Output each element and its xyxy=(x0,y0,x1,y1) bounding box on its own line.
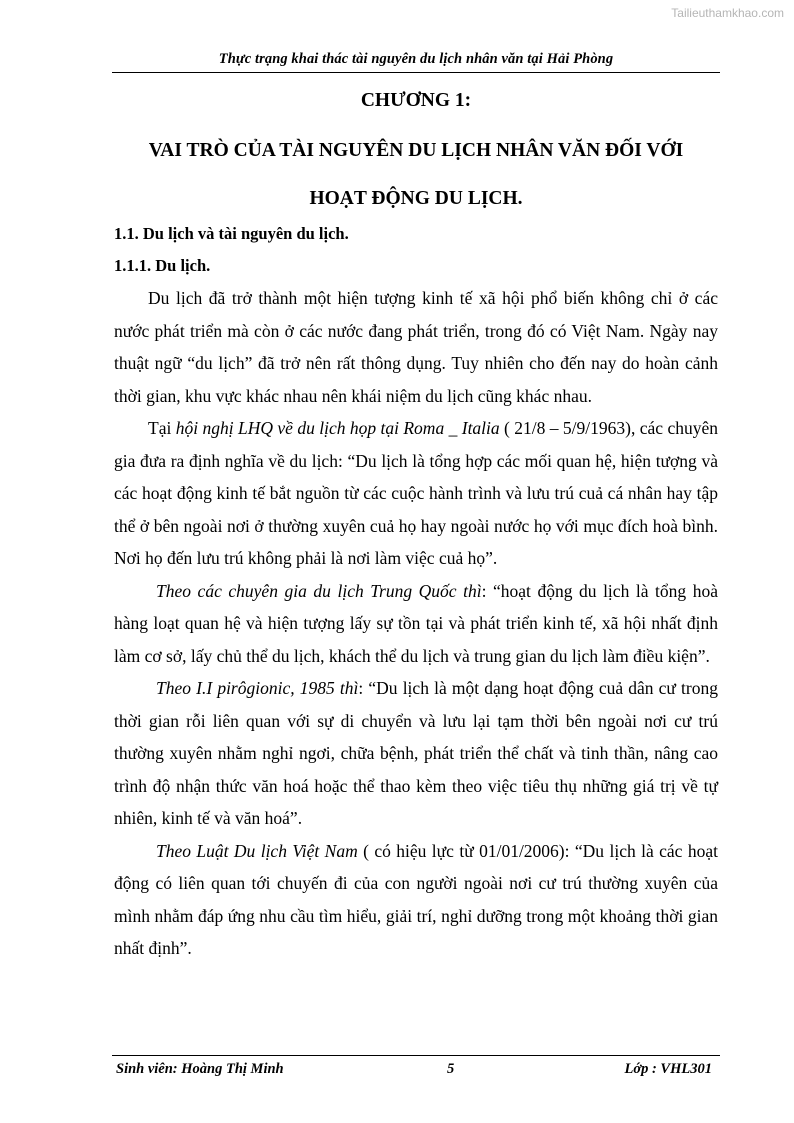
paragraph-2-text: ( 21/8 – 5/9/1963), các chuyên gia đưa ra định nghĩa về du lịch: “Du lịch là tổng hợp các mối quan hệ, hiện tượng và các hoạt động kinh tế bắt nguồn từ các cuộc hành trình và lưu trú cuả cá nhân hay tập thể ở bên ngoài nơi ở thường xuyên cuả họ hay ngoài nước họ với mục đích hoà bình. Nơi họ đến lưu trú không phải là nơi làm việc cuả họ”. xyxy=(114,418,718,568)
paragraph-2-italic: hội nghị LHQ về du lịch họp tại Roma _ Italia xyxy=(175,418,500,438)
header-divider xyxy=(112,72,720,73)
subsection-heading: 1.1.1. Du lịch. xyxy=(114,256,211,275)
paragraph-4 xyxy=(114,672,718,835)
chapter-title-line1: VAI TRÒ CỦA TÀI NGUYÊN DU LỊCH NHÂN VĂN ĐỐI VỚI xyxy=(148,140,684,161)
paragraph-2-prefix: Tại xyxy=(148,418,176,438)
footer-page-number: 5 xyxy=(447,1061,455,1077)
chapter-number: CHƯƠNG 1: xyxy=(360,90,472,111)
paragraph-4-italic: Theo I.I pirôgionic, 1985 thì xyxy=(156,678,359,698)
watermark: Tailieuthamkhao.com xyxy=(671,6,784,20)
paragraph-3 xyxy=(114,575,718,673)
paragraph-1: Du lịch đã trở thành một hiện tượng kinh tế xã hội phổ biến không chỉ ở các nước phát triển mà còn ở các nước đang phát triển, trong đó có Việt Nam. Ngày nay thuật ngữ “du lịch” đã trở nên rất thông dụng. Tuy nhiên cho đến nay do hoàn cảnh thời gian, khu vực khác nhau nên khái niệm du lịch cũng khác nhau. xyxy=(114,288,718,406)
paragraph-2 xyxy=(114,412,718,575)
footer-divider xyxy=(112,1055,720,1056)
running-header: Thực trạng khai thác tài nguyên du lịch nhân văn tại Hải Phòng xyxy=(218,51,614,67)
paragraph-5-italic: Theo Luật Du lịch Việt Nam xyxy=(156,840,358,861)
chapter-title-line2: HOẠT ĐỘNG DU LỊCH. xyxy=(309,188,523,209)
paragraph-3-text: : “hoạt động du lịch là tổng hoà hàng loạt quan hệ và hiện tượng lấy sự tồn tại và phát triển kinh tế, xã hội nhất định làm cơ sở, lấy chủ thể du lịch, khách thể du lịch và trung gian du lịch làm điều kiện”. xyxy=(114,580,718,666)
paragraph-5 xyxy=(114,835,718,965)
paragraph-5-text: ( có hiệu lực từ 01/01/2006): “Du lịch là các hoạt động có liên quan tới chuyến đi của con người ngoài nơi cư trú thường xuyên của mình nhằm đáp ứng nhu cầu tìm hiểu, giải trí, nghỉ dưỡng trong một khoảng thời gian nhất định”. xyxy=(114,840,718,958)
paragraph-3-italic: Theo các chuyên gia du lịch Trung Quốc thì xyxy=(156,580,482,601)
section-heading: 1.1. Du lịch và tài nguyên du lịch. xyxy=(114,224,349,243)
footer-student: Sinh viên: Hoàng Thị Minh xyxy=(116,1061,284,1077)
running-footer xyxy=(112,1061,720,1081)
page-body xyxy=(114,84,718,965)
paragraph-4-text: : “Du lịch là một dạng hoạt động cuả dân cư trong thời gian rỗi liên quan với sự di chuyển và lưu lại tạm thời bên ngoài nơi cư trú thường xuyên nhằm nghỉ ngơi, chữa bệnh, phát triển thể chất và tinh thần, nâng cao trình độ nhận thức văn hoá hoặc thể thao kèm theo việc tiêu thụ những giá trị về tự nhiên, kinh tế và văn hoá”. xyxy=(114,678,718,828)
footer-class: Lớp : VHL301 xyxy=(624,1061,712,1077)
